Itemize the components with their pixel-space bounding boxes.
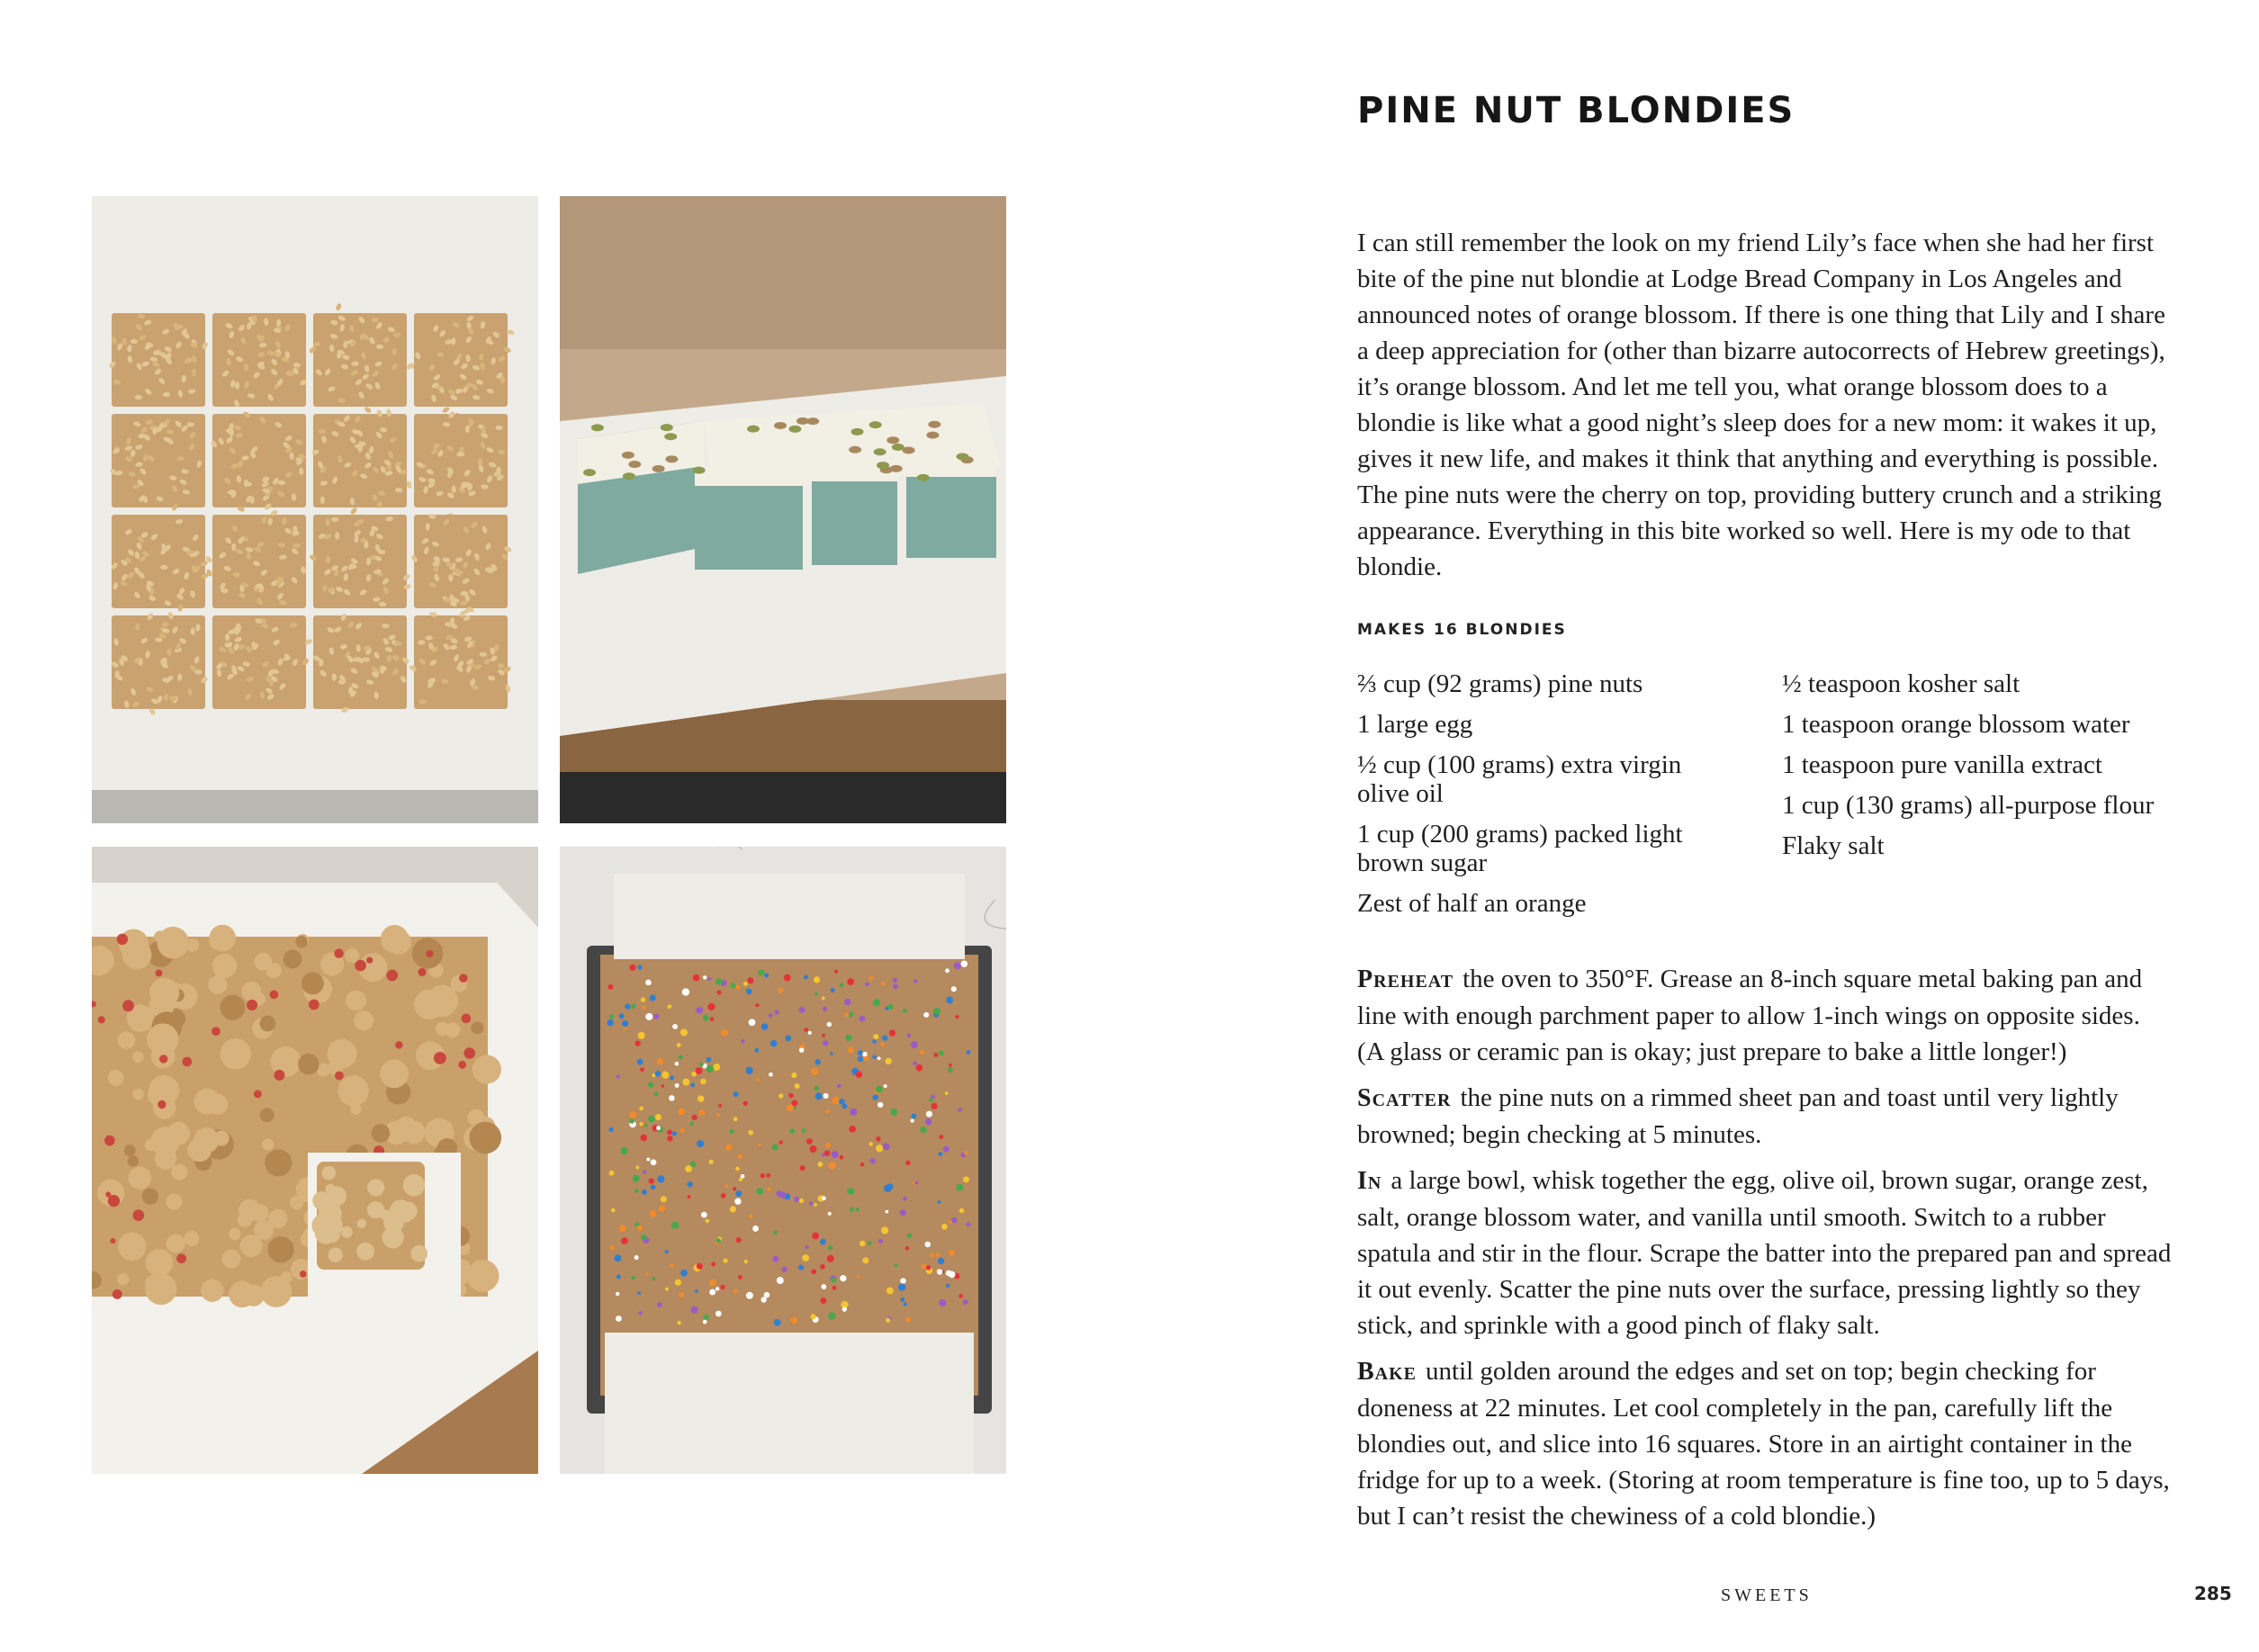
ingredient-item: 1 teaspoon pure vanilla extract — [1782, 750, 2102, 779]
ingredients-list-left — [1357, 669, 1717, 929]
step-mix — [1357, 1163, 2172, 1343]
ingredient-item: 1 large egg — [1357, 710, 1473, 739]
ingredient-item: Zest of half an orange — [1357, 889, 1587, 918]
step-text: until golden around the edges and set on top; begin checking for doneness at 22 minutes. Let cool completely in the pan, carefully lift the blondies out, and slice into 16 squares. Store in an airtight container in the fridge for up to a week. (Storing at room temperature is fine too, up to 5 days, but I can’t resist the chewiness of a cold blondie.) — [1357, 1357, 2170, 1531]
ingredient-item: 1 cup (200 grams) packed light brown sugar — [1357, 820, 1683, 877]
photo-sprinkle-blondie-pan — [560, 847, 1006, 1474]
ingredient-item: 1 teaspoon orange blossom water — [1782, 710, 2130, 739]
step-text: a large bowl, whisk together the egg, olive oil, brown sugar, orange zest, salt, orange blossom water, and vanilla until smooth. Switch to a rubber spatula and stir in the flour. Scrape the batter into the prepared pan and spread it out evenly. Scatter the pine nuts over the surface, pressing lightly so they stick, and sprinkle with a good pinch of flaky salt. — [1357, 1166, 2172, 1340]
recipe-title: PINE NUT BLONDIES — [1357, 90, 1796, 131]
recipe-intro: I can still remember the look on my friend Lily’s face when she had her first bite of the pine nut blondie at Lodge Bread Company in Los Angeles and announced notes of orange blossom. If there is one thing that Lily and I share a deep appreciation for (other than bizarre autocorrects of Hebrew greetings), it’s orange blossom. And let me tell you, what orange blossom does to a blondie is like what a good night’s sleep does for a new mom: it wakes it up, gives it new life, and makes it think that anything and everything is possible. The pine nuts were the cherry on top, providing buttery crunch and a striking appearance. Everything in this bite worked so well. Here is my ode to that blondie. — [1357, 229, 2165, 581]
step-scatter — [1357, 1080, 2172, 1153]
photo-pine-nut-blondie-squares — [92, 196, 538, 823]
step-text: the pine nuts on a rimmed sheet pan and toast until very lightly browned; begin checking at 5 minutes. — [1357, 1083, 2119, 1149]
photo-strawberry-crumble-bars — [92, 847, 538, 1474]
step-lead-word: Bake — [1357, 1358, 1418, 1386]
photo-frosted-pistachio-bars — [560, 196, 1006, 823]
step-text: the oven to 350°F. Grease an 8-inch square metal baking pan and line with enough parchment paper to allow 1-inch wings on opposite sides. (A glass or ceramic pan is okay; just prepare to bake a little longer!) — [1357, 965, 2143, 1066]
ingredient-item: ½ teaspoon kosher salt — [1782, 669, 2020, 698]
ingredient-item: ⅔ cup (92 grams) pine nuts — [1357, 669, 1643, 698]
step-lead-word: In — [1357, 1167, 1382, 1195]
step-bake — [1357, 1353, 2172, 1534]
recipe-yield: MAKES 16 BLONDIES — [1357, 621, 1567, 639]
ingredient-item: Flaky salt — [1782, 831, 1885, 860]
ingredient-item: 1 cup (130 grams) all-purpose flour — [1782, 791, 2155, 820]
method-steps — [1357, 961, 2172, 1544]
ingredients-list-right — [1782, 669, 2178, 872]
footer-section-name: SWEETS — [1721, 1585, 1813, 1605]
step-lead-word: Preheat — [1357, 965, 1454, 993]
step-preheat — [1357, 961, 2172, 1070]
ingredient-item: ½ cup (100 grams) extra virgin olive oil — [1357, 750, 1682, 808]
page-number: 285 — [2194, 1583, 2232, 1604]
step-lead-word: Scatter — [1357, 1084, 1452, 1112]
